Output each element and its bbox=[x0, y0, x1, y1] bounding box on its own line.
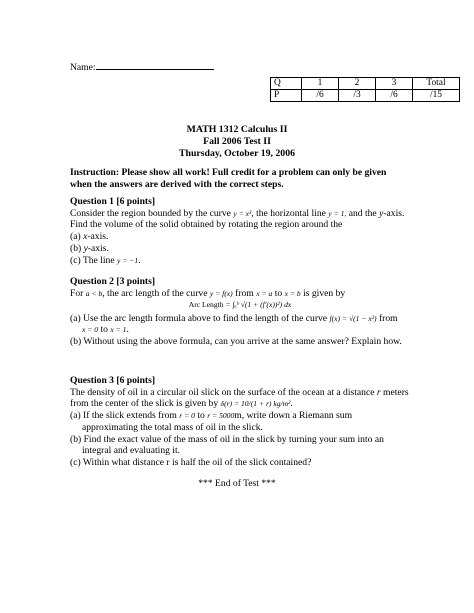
q1-text: , the horizontal line bbox=[251, 207, 326, 219]
score-points-cell: P bbox=[271, 90, 302, 102]
q2-lower-bound: x = a bbox=[256, 288, 273, 298]
instruction-label: Instruction: bbox=[70, 167, 120, 178]
q1-text: Consider the region bounded by the curve bbox=[70, 207, 231, 219]
part-text: -axis. bbox=[87, 231, 109, 243]
part-text: from bbox=[378, 312, 398, 324]
question-1-instruction: Find the volume of the solid obtained by rotating the region around the bbox=[70, 219, 343, 231]
question-3-title: Question 3 [6 points] bbox=[70, 375, 156, 386]
density-function: δ(r) = 10/(1 + r) kg/m² bbox=[220, 399, 291, 409]
score-table bbox=[270, 77, 460, 102]
part-text: . bbox=[138, 254, 141, 266]
q2-upper-bound: x = b bbox=[284, 288, 301, 298]
q3a-upper-bound: r = 5000 bbox=[207, 411, 235, 421]
question-3 bbox=[70, 375, 410, 469]
score-header-cell: 1 bbox=[302, 78, 339, 90]
q2-text: , the arc length of the curve bbox=[102, 287, 208, 299]
q1-text: -axis. bbox=[383, 207, 405, 219]
question-1-part-b bbox=[70, 243, 410, 255]
q2-text: For bbox=[70, 287, 84, 299]
q2-curve: y = f(x) bbox=[209, 288, 233, 298]
q2-text: is given by bbox=[303, 287, 346, 299]
part-text: -axis. bbox=[87, 242, 109, 254]
q3a-lower-bound: r = 0 bbox=[179, 411, 195, 421]
test-term: Fall 2006 Test II bbox=[203, 136, 271, 148]
q1-axis-variable: y bbox=[379, 207, 384, 219]
q2a-upper-bound: x = 1 bbox=[110, 325, 127, 335]
test-date: Thursday, October 19, 2006 bbox=[178, 148, 296, 160]
question-2-prompt bbox=[70, 288, 410, 300]
q2a-curve: f(x) = √(1 − x²) bbox=[329, 313, 377, 323]
formula-expression: = ∫ₐᵇ √(1 + (f′(x))²) dx bbox=[225, 300, 292, 310]
question-3-part-a bbox=[70, 410, 410, 433]
score-table-points-row bbox=[271, 90, 460, 102]
question-3-part-c: (c) Within what distance r is half the oil of the slick contained? bbox=[70, 456, 312, 468]
q2a-lower-bound: x = 0 bbox=[82, 325, 99, 335]
score-points-cell: /3 bbox=[339, 90, 376, 102]
instruction-text: Please show all work! Full credit for a problem can only be given when the answers are derived with the correct steps. bbox=[70, 167, 387, 190]
part-label: (c) The line bbox=[70, 254, 115, 266]
question-1-title: Question 1 [6 points] bbox=[70, 196, 156, 207]
question-3-part-b: (b) Find the exact value of the mass of oil in the slick by turning your sum into an integral and evaluating it. bbox=[70, 433, 384, 457]
part-text: to bbox=[197, 410, 205, 422]
q3-text: meters from the center of the slick is given by bbox=[70, 386, 409, 410]
arc-length-formula bbox=[70, 300, 410, 309]
q2-condition: a < b bbox=[85, 288, 103, 298]
part-text: to bbox=[100, 324, 108, 336]
q3-variable: r bbox=[376, 386, 381, 398]
q1-horizontal-line: y = 1, bbox=[328, 208, 347, 218]
score-points-cell: /6 bbox=[302, 90, 339, 102]
line-equation: y = −1 bbox=[116, 255, 139, 265]
question-2-part-a bbox=[70, 313, 410, 336]
question-1-part-a bbox=[70, 231, 410, 243]
score-header-cell: Total bbox=[413, 78, 460, 90]
score-header-cell: 3 bbox=[376, 78, 413, 90]
q2-text: to bbox=[274, 287, 283, 299]
score-points-cell: /6 bbox=[376, 90, 413, 102]
q1-curve-equation: y = x³ bbox=[233, 208, 252, 218]
question-1-part-c bbox=[70, 255, 410, 267]
q3-text: . bbox=[290, 398, 293, 410]
course-title: MATH 1312 Calculus II bbox=[186, 124, 288, 135]
axis-variable: x bbox=[83, 231, 88, 243]
part-text: (a) Use the arc length formula above to find the length of the curve bbox=[70, 312, 328, 324]
part-label: (b) bbox=[70, 242, 82, 254]
question-2 bbox=[70, 276, 410, 348]
score-table-header-row bbox=[271, 78, 460, 90]
q2-text: from bbox=[235, 287, 254, 299]
part-label: (a) bbox=[70, 231, 81, 243]
part-text: m, write down a Riemann sum approximating the total mass of oil in the slick. bbox=[82, 410, 353, 433]
question-3-prompt bbox=[70, 387, 410, 410]
score-header-cell: 2 bbox=[339, 78, 376, 90]
part-text: (a) If the slick extends from bbox=[70, 410, 177, 422]
part-text: . bbox=[126, 324, 129, 336]
q3-text: The density of oil in a circular oil slick on the surface of the ocean at a distance bbox=[70, 386, 375, 398]
question-1-prompt bbox=[70, 208, 410, 220]
question-2-title: Question 2 [3 points] bbox=[70, 276, 156, 287]
formula-label: Arc Length bbox=[188, 300, 224, 310]
name-label: Name: bbox=[70, 62, 96, 73]
axis-variable: y bbox=[83, 242, 88, 254]
instruction-block bbox=[70, 167, 410, 190]
name-field-row bbox=[70, 59, 214, 74]
question-2-part-b: (b) Without using the above formula, can you arrive at the same answer? Explain how. bbox=[70, 336, 402, 348]
name-blank-line[interactable] bbox=[96, 59, 214, 70]
test-header bbox=[0, 124, 474, 161]
score-header-cell: Q bbox=[271, 78, 302, 90]
q1-text: and the bbox=[348, 207, 377, 219]
score-points-cell: /15 bbox=[413, 90, 460, 102]
question-1 bbox=[70, 196, 410, 266]
end-of-test: *** End of Test *** bbox=[198, 478, 276, 489]
